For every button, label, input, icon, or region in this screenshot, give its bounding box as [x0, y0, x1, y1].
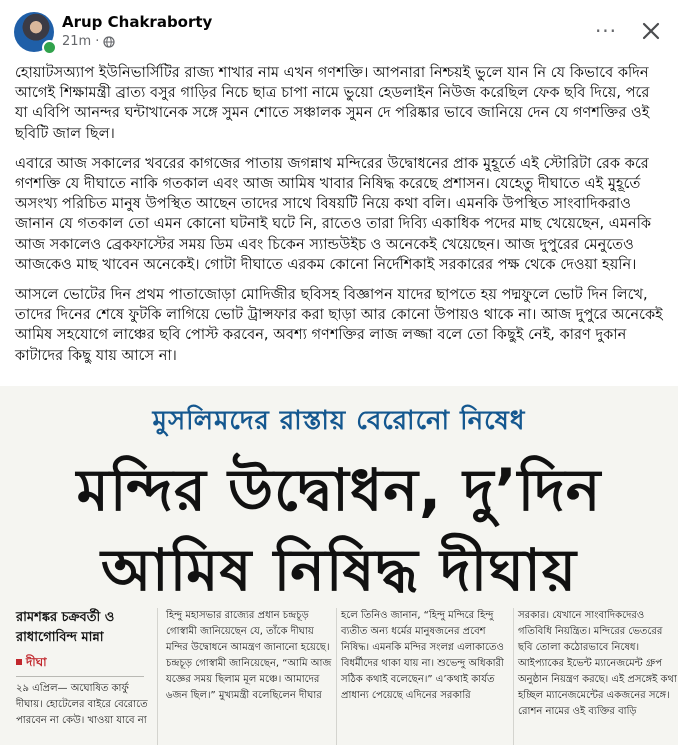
- newspaper-image[interactable]: [0, 386, 678, 745]
- news-column: [518, 608, 678, 720]
- news-column-text: সরকার। যেখানে সাংবাদিকদেরও গতিবিধি নিয়ন্ত্রিত। মন্দিরের ভেতরের ছবি তোলা কঠোরভাবে নিষেধ। আইপ্যাকের ইভেন্ট ম্যানেজমেন্ট গ্রুপ অনুষ্ঠান নিয়ন্ত্রণ করছে। এই প্রসঙ্গেই কথা হচ্ছিল ম্যানেজমেন্টের একজনের সঙ্গে। রোশন নামের ওই ব্যক্তির বাড়ি: [518, 610, 677, 717]
- more-options-button[interactable]: ···: [594, 19, 618, 43]
- post-text: [15, 63, 665, 376]
- news-dateline: দীঘা: [16, 654, 150, 670]
- author-name[interactable]: Arup Chakraborty: [62, 13, 213, 31]
- post-paragraph: হোয়াটসঅ্যাপ ইউনিভার্সিটির রাজ্য শাখার নাম এখন গণশক্তি। আপনারা নিশ্চয়ই ভুলে যান নি যে কিভাবে কদিন আগেই শিক্ষামন্ত্রী ব্রাত্য বসুর গাড়ির নিচে ছাত্র চাপা নামে ভুয়ো হেডলাইন নিউজ করেছিল ফেক ছবি দিয়ে, পরে যা এবিপি আনন্দর ঘন্টাখানেক সঙ্গে সুমন শোতে সঞ্চালক সুমন দে পরিষ্কার ভাবে জানিয়ে দেন যে গণশক্তির ওই ছবিটি জাল ছিল।: [15, 64, 650, 142]
- post-header: [0, 0, 678, 62]
- news-column-text: হিন্দু মহাসভার রাজ্যের প্রধান চন্দ্রচূড় গোস্বামী জানিয়েছেন যে, তাঁকে দীঘায় মন্দির উদ্বোধনে আমন্ত্রণ জানানো হয়েছে। চন্দ্রচূড় গোস্বামী জানিয়েছেন, “আমি আজ যজ্ঞের সময় ছিলাম মূল মঞ্চে। আমাদের ৬জন ছিল।” মুখ্যমন্ত্রী বলেছিলেন দীঘার: [166, 610, 332, 701]
- column-divider: [513, 608, 514, 745]
- column-divider: [336, 608, 337, 745]
- dateline-marker-icon: [16, 659, 22, 665]
- divider: [16, 676, 144, 677]
- column-divider: [157, 608, 158, 745]
- post-meta: 21m ·: [62, 34, 115, 49]
- globe-icon[interactable]: [103, 36, 115, 48]
- post-paragraph: আসলে ভোটের দিন প্রথম পাতাজোড়া মোদিজীর ছবিসহ বিজ্ঞাপন যাদের ছাপতে হয় পদ্মফুলে ভোট দিন লিখে, তাদের দিনের শেষে ফুটকি লাগিয়ে ভোট ট্রান্সফার করা ছাড়া আর কোনো উপায়ও থাকে না। আজ দুপুরে অনেকেই আমিষ সহযোগে লাঞ্চের ছবি পোস্ট করবেন, অবশ্য গণশক্তির লাজ লজ্জা বলে তো কিছুই নেই, কারণ দুকান কাটাদের কিছু যায় আসে না।: [15, 286, 663, 364]
- news-column-text: হলে তিনিও জানান, “হিন্দু মন্দিরে হিন্দু ব্যতীত অন্য ধর্মের মানুষজনের প্রবেশ নিষিদ্ধ। এমনকি মন্দির সংলগ্ন এলাকাতেও বিধর্মীদের থাকা যায় না। শুভেন্দু অধিকারী সঠিক কথাই বলেছেন।” এ’কথাই কার্যত প্রাধান্য পেয়েছে এদিনের সরকারি: [341, 610, 504, 701]
- news-kicker: মুসলিমদের রাস্তায় বেরোনো নিষেধ: [152, 406, 526, 436]
- post-paragraph: এবারে আজ সকালের খবরের কাগজের পাতায় জগন্নাথ মন্দিরের উদ্বোধনের প্রাক মুহূর্তে এই স্টোরিটা রেক করে গণশক্তি যে দীঘাতে নাকি গতকাল এবং আজ আমিষ খাবার নিষিদ্ধ করেছে প্রশাসন। যেহেতু দীঘাতে এই মুহূর্তে অসংখ্য পরিচিত মানুষ উপস্থিত আছেন তাদের সাথে বিষয়টি নিয়ে কথা বলি। এমনকি উপস্থিত সাংবাদিকরাও জানান যে গতকাল তো এমন কোনো ঘটনাই ঘটে নি, রাতেও তারা দিব্যি একাধিক পদের মাছ খেয়েছেন, এমনকি আজ সকালেও ব্রেকফাস্টের সময় ডিম এবং চিকেন স্যান্ডউইচ ও অনেকেই খেয়েছেন। আজ দুপুরের মেনুতেও আজকেও মাছ খাবেন অনেকেই। গোটা দীঘাতে এরকম কোনো নির্দেশিকাই সরকারের পক্ষ থেকে দেওয়া হয়নি।: [15, 154, 652, 273]
- close-icon[interactable]: [638, 18, 664, 44]
- news-column: [166, 608, 332, 704]
- news-headline-line1: মন্দির উদ্বোধন, দু’দিন: [76, 456, 602, 524]
- news-columns: [16, 608, 678, 745]
- news-column: [16, 608, 150, 729]
- post-time[interactable]: 21m: [62, 34, 92, 49]
- online-status-indicator: [42, 40, 57, 55]
- news-column-text: ২৯ এপ্রিল— অঘোষিত কার্ফু দীঘায়। হোটেলের বাইরে বেরোতে পারবেন না কেউ। খাওয়া যাবে না: [16, 683, 148, 726]
- news-headline-line2: আমিষ নিষিদ্ধ দীঘায়: [100, 536, 577, 604]
- news-column: [341, 608, 511, 704]
- news-byline: রামশঙ্কর চক্রবর্তী ও রাধাগোবিন্দ মান্না: [16, 610, 115, 645]
